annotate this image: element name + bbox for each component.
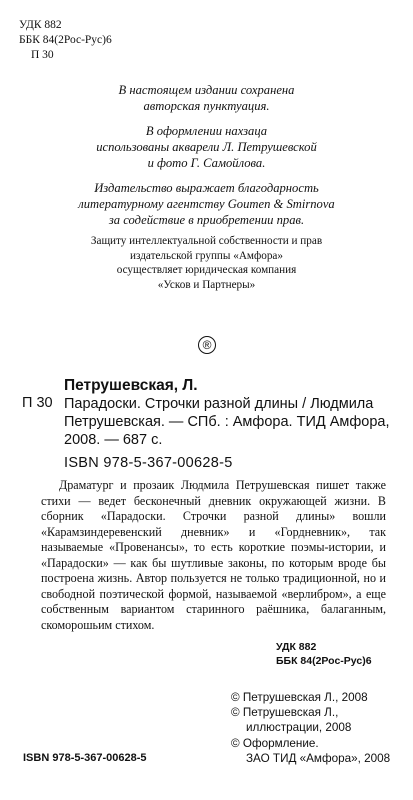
note-line: и фото Г. Самойлова. <box>147 156 266 170</box>
annotation: Драматург и прозаик Людмила Петрушевская пишет также стихи — ведет бесконечный дневник окружающей жизни. В сборник «Парадоски. Строчки разной длины» вошли «Карамзиндеревенский дневник» и «Гордневник», так называемые «Провенансы», то есть короткие поэмы-истории, и «Парадоски» — как бы шутливые законы, по которым вроде бы построена жизнь. Автор пользуется не только традиционной, но и свободной поэтической формой, называемой «верлибром», а еще собственным вариантом старинного раёшника, балаганным, скоморошьим стихом. <box>41 478 386 632</box>
copyright-block <box>231 690 390 766</box>
note-line: Защиту интеллектуальной собственности и прав <box>90 235 323 247</box>
thanks-note <box>0 180 413 228</box>
bbk-code: ББК 84(2Рос-Рус)6 <box>19 34 112 46</box>
author-sign: П 30 <box>31 49 54 61</box>
copyright-line: © Петрушевская Л., <box>231 706 339 720</box>
footer-classification <box>276 640 372 668</box>
note-line: осуществляет юридическая компания <box>116 264 297 276</box>
udk-code: УДК 882 <box>19 19 62 31</box>
note-line: Издательство выражает благодарность <box>94 181 319 195</box>
legal-note <box>0 234 413 292</box>
punctuation-note <box>0 82 413 114</box>
copyright-line: © Оформление. <box>231 736 319 750</box>
bib-code: П 30 <box>22 395 53 411</box>
note-line: использованы акварели Л. Петрушевской <box>96 140 317 154</box>
note-line: авторская пунктуация. <box>143 99 270 113</box>
note-line: издательской группы «Амфора» <box>130 249 283 262</box>
copyright-line: © Петрушевская Л., 2008 <box>231 691 368 704</box>
note-line: «Усков и Партнеры» <box>157 278 256 291</box>
copyright-line: ЗАО ТИД «Амфора», 2008 <box>246 751 391 765</box>
note-line: за содействие в приобретении прав. <box>108 213 305 227</box>
illustrations-note <box>0 123 413 171</box>
note-line: В настоящем издании сохранена <box>118 83 295 97</box>
isbn-main: ISBN 978-5-367-00628-5 <box>64 455 233 471</box>
author-name: Петрушевская, Л. <box>64 377 198 394</box>
bib-description: Парадоски. Строчки разной длины / Людмила Петрушевская. — СПб. : Амфора. ТИД Амфора, 2008. — 687 с. <box>64 396 390 448</box>
note-line: В оформлении нахзаца <box>145 124 268 138</box>
footer-bbk: ББК 84(2Рос-Рус)6 <box>276 655 372 667</box>
registered-icon: ® <box>198 336 216 354</box>
footer-udk: УДК 882 <box>276 641 317 653</box>
note-line: литературному агентству Goumen & Smirnova <box>78 197 335 211</box>
isbn-bottom: ISBN 978-5-367-00628-5 <box>23 752 147 764</box>
copyright-line: иллюстрации, 2008 <box>246 721 352 735</box>
classification-block <box>19 18 112 63</box>
